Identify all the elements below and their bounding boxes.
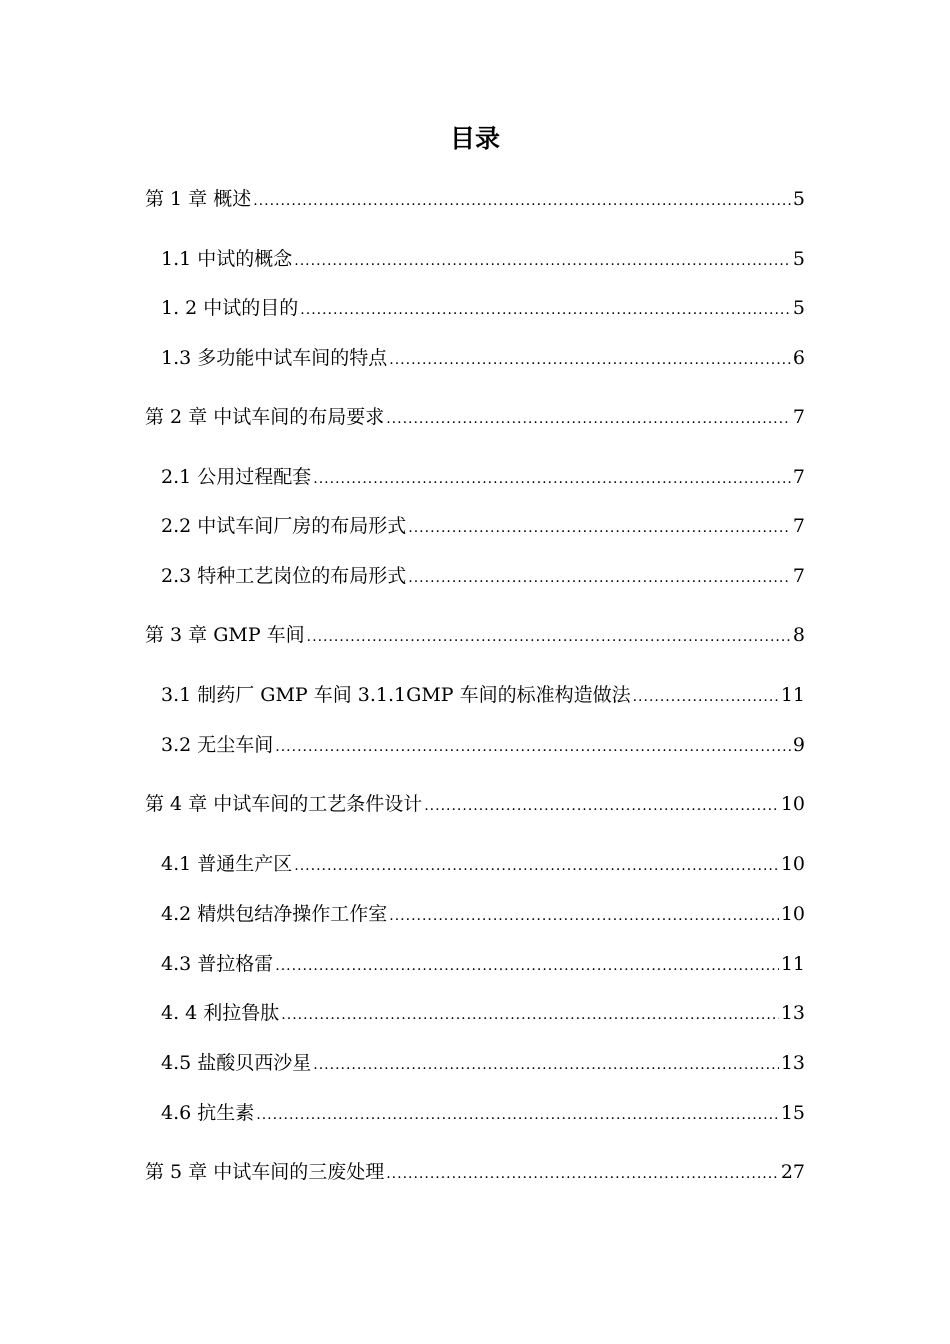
dot-leader	[633, 682, 779, 712]
toc-entry-4-1[interactable]	[161, 849, 805, 879]
toc-entry-2-2[interactable]	[161, 511, 805, 541]
dot-leader	[386, 404, 791, 434]
dot-leader	[386, 1159, 779, 1189]
toc-entry-1-1[interactable]	[161, 244, 805, 274]
dot-leader	[408, 513, 791, 543]
toc-page-number: 10	[780, 903, 805, 925]
toc-entry-label: 1.1 中试的概念	[161, 248, 293, 270]
toc-title: 目录	[449, 124, 500, 153]
dot-leader	[424, 791, 779, 821]
toc-entry-1-2[interactable]	[161, 293, 805, 323]
dot-leader	[294, 851, 779, 881]
toc-entry-label: 2.3 特种工艺岗位的布局形式	[161, 565, 407, 587]
dot-leader	[294, 246, 791, 276]
dot-leader	[300, 295, 791, 325]
toc-entry-4-2[interactable]	[161, 899, 805, 929]
dot-leader	[313, 464, 791, 494]
toc-page-number: 15	[780, 1102, 805, 1124]
toc-entry-label: 4.6 抗生素	[161, 1102, 255, 1124]
dot-leader	[281, 1000, 779, 1030]
toc-entry-3-1[interactable]	[161, 680, 805, 710]
toc-page-number: 7	[792, 466, 805, 488]
toc-entry-2-3[interactable]	[161, 561, 805, 591]
toc-entry-2-1[interactable]	[161, 462, 805, 492]
toc-page-number: 11	[780, 953, 805, 975]
toc-entry-label: 第 5 章 中试车间的三废处理	[145, 1161, 385, 1183]
dot-leader	[275, 732, 791, 762]
toc-page-number: 5	[792, 188, 805, 210]
toc-entry-chapter-4[interactable]	[145, 789, 805, 819]
toc-page-number: 13	[780, 1052, 805, 1074]
toc-entry-label: 2.2 中试车间厂房的布局形式	[161, 515, 407, 537]
toc-entry-label: 3.1 制药厂 GMP 车间 3.1.1GMP 车间的标准构造做法	[161, 684, 631, 706]
toc-entry-1-3[interactable]	[161, 343, 805, 373]
toc-entry-chapter-1[interactable]	[145, 184, 805, 214]
dot-leader	[389, 345, 791, 375]
toc-page-number: 13	[780, 1002, 805, 1024]
toc-entry-label: 3.2 无尘车间	[161, 734, 274, 756]
toc-entry-label: 4.5 盐酸贝西沙星	[161, 1052, 312, 1074]
toc-entry-4-6[interactable]	[161, 1098, 805, 1128]
toc-page-number: 27	[780, 1161, 805, 1183]
toc-entry-label: 2.1 公用过程配套	[161, 466, 312, 488]
toc-page-number: 5	[792, 248, 805, 270]
toc-page-number: 7	[792, 565, 805, 587]
toc-entry-label: 4. 4 利拉鲁肽	[161, 1002, 280, 1024]
toc-page-number: 11	[780, 684, 805, 706]
toc-entry-4-5[interactable]	[161, 1048, 805, 1078]
toc-entry-4-3[interactable]	[161, 949, 805, 979]
dot-leader	[408, 563, 791, 593]
toc-page-number: 9	[792, 734, 805, 756]
toc-entry-label: 第 3 章 GMP 车间	[145, 624, 305, 646]
toc-entry-label: 第 4 章 中试车间的工艺条件设计	[145, 793, 423, 815]
toc-entry-label: 1.3 多功能中试车间的特点	[161, 347, 388, 369]
dot-leader	[313, 1050, 779, 1080]
toc-page-number: 5	[792, 297, 805, 319]
dot-leader	[389, 901, 779, 931]
toc-entry-label: 4.1 普通生产区	[161, 853, 293, 875]
toc-page-number: 8	[792, 624, 805, 646]
toc-entry-chapter-5[interactable]	[145, 1157, 805, 1187]
dot-leader	[307, 622, 791, 652]
dot-leader	[256, 1100, 779, 1130]
toc-entry-label: 4.2 精烘包结净操作工作室	[161, 903, 388, 925]
dot-leader	[253, 186, 791, 216]
toc-entry-4-4[interactable]	[161, 998, 805, 1028]
toc-entry-label: 1. 2 中试的目的	[161, 297, 299, 319]
toc-page-number: 10	[780, 853, 805, 875]
toc-page-number: 6	[792, 347, 805, 369]
toc-entry-chapter-3[interactable]	[145, 620, 805, 650]
toc-entry-label: 4.3 普拉格雷	[161, 953, 274, 975]
toc-entry-label: 第 2 章 中试车间的布局要求	[145, 406, 385, 428]
dot-leader	[275, 951, 779, 981]
toc-page-number: 10	[780, 793, 805, 815]
toc-entry-label: 第 1 章 概述	[145, 188, 252, 210]
toc-page-number: 7	[792, 406, 805, 428]
toc-entry-chapter-2[interactable]	[145, 402, 805, 432]
toc-entry-3-2[interactable]	[161, 730, 805, 760]
toc-page-number: 7	[792, 515, 805, 537]
